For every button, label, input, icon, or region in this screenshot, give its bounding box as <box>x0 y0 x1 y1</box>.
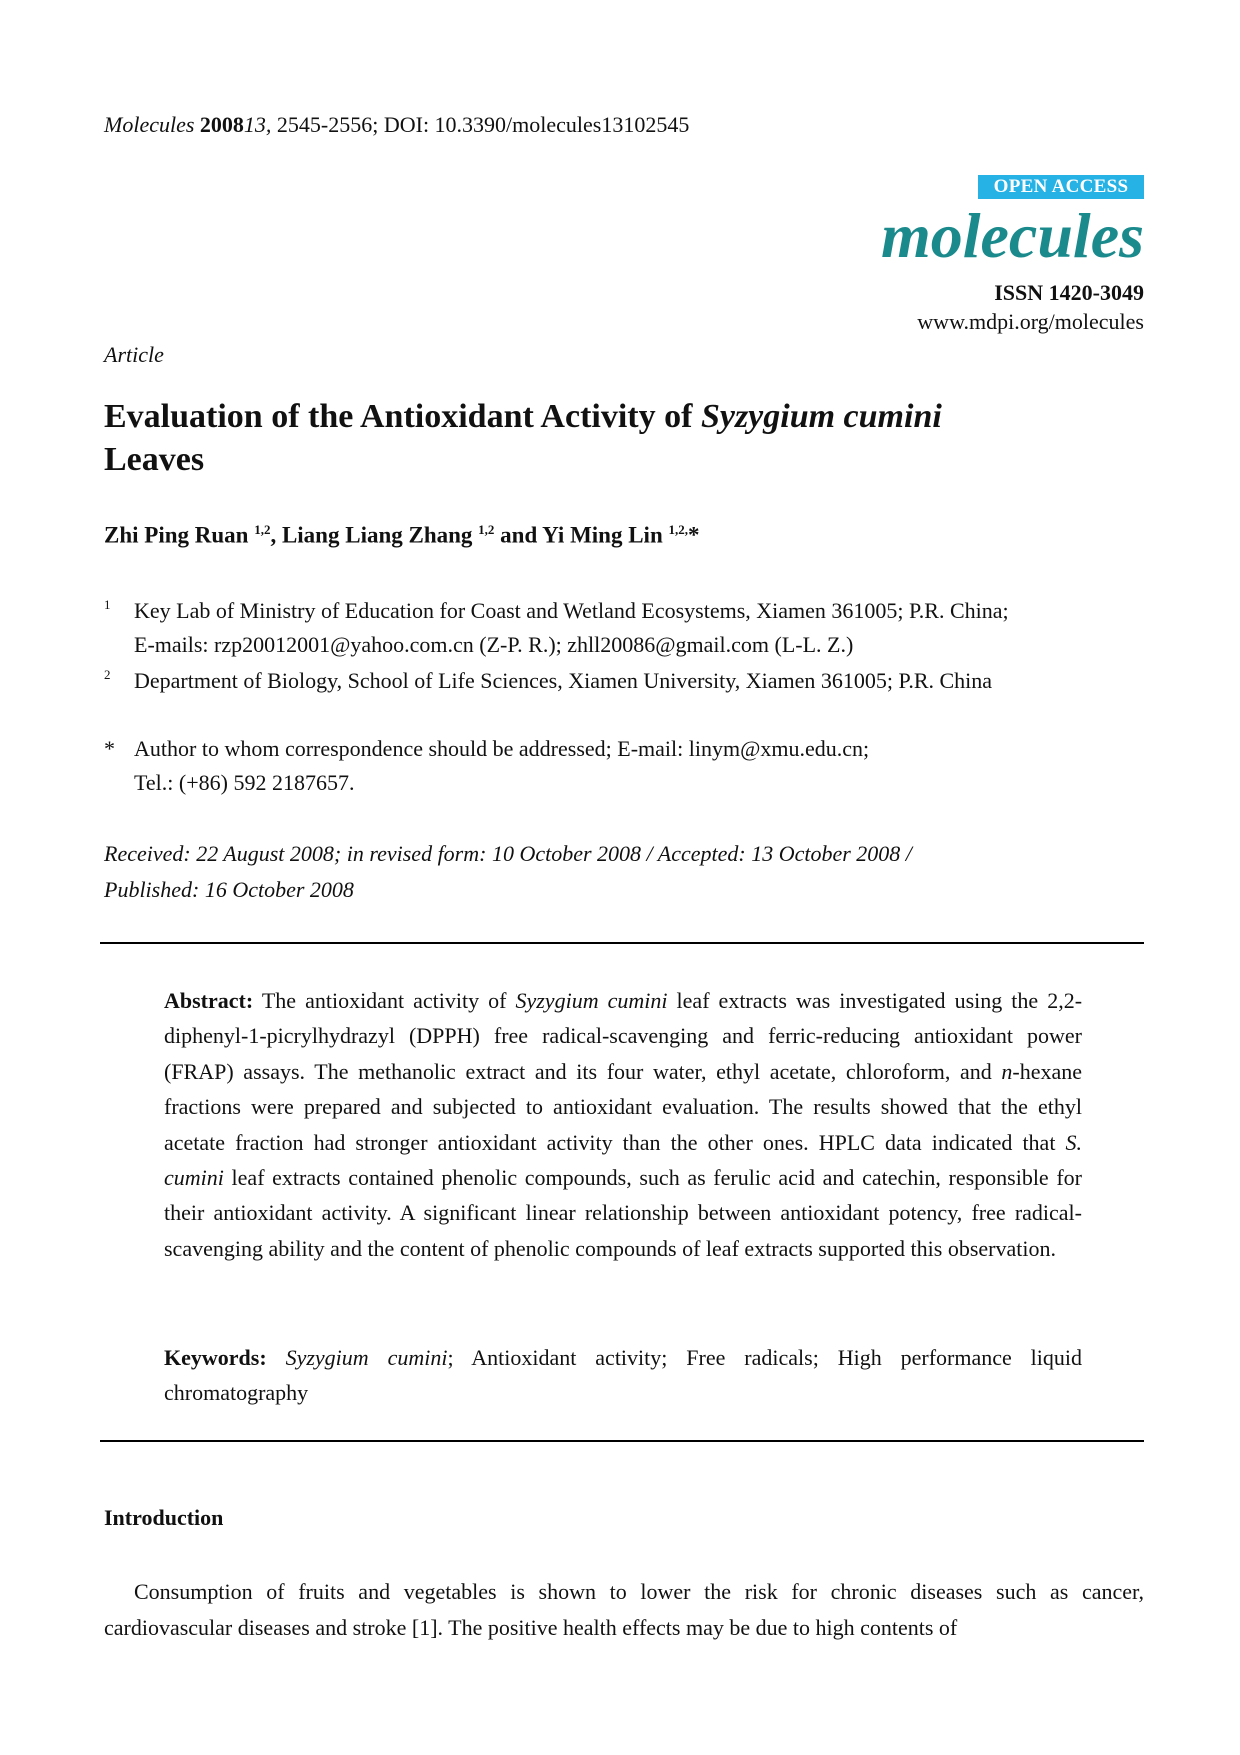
abstract-n: n <box>1001 1058 1013 1084</box>
citation-volume: 13, <box>243 112 272 137</box>
abstract <box>164 983 1082 1266</box>
keywords-species: Syzygium cumini <box>285 1345 448 1370</box>
title-part1: Evaluation of the Antioxidant Activity of <box>104 398 693 435</box>
divider-top <box>100 942 1144 944</box>
citation-journal: Molecules <box>104 112 195 137</box>
affiliation-line: Department of Biology, School of Life Sciences, Xiamen University, Xiamen 361005; P.R. China <box>134 668 993 693</box>
author-name: Zhi Ping Ruan <box>104 522 249 548</box>
keywords <box>164 1340 1082 1411</box>
issn: ISSN 1420-3049 <box>994 280 1144 305</box>
citation-pages-doi: 2545-2556; DOI: 10.3390/molecules13102545 <box>276 112 690 137</box>
affiliation-1 <box>104 594 1009 662</box>
citation-line <box>104 112 689 138</box>
abstract-text: The antioxidant activity of <box>261 988 507 1013</box>
abstract-species: S. cumini <box>164 1129 1083 1191</box>
paper-title <box>104 395 1144 481</box>
affiliation-mark: 1 <box>104 597 111 612</box>
author-affil: 1,2 <box>254 522 271 537</box>
author-sep: , <box>270 522 277 548</box>
author-name: Yi Ming Lin <box>542 522 663 548</box>
keywords-list: ; Antioxidant activity; Free radicals; High performance liquid chromatography <box>164 1345 1083 1406</box>
dates-line1: Received: 22 August 2008; in revised form: 10 October 2008 / Accepted: 13 October 2008 / <box>104 841 912 866</box>
abstract-species: Syzygium cumini <box>515 988 668 1013</box>
introduction-paragraph: Consumption of fruits and vegetables is shown to lower the risk for chronic diseases such as cancer, cardiovascular diseases and stroke [1]. The positive health effects may be due to high contents of <box>104 1579 1144 1640</box>
title-species: Syzygium cumini <box>700 398 942 435</box>
correspondence-tel: Tel.: (+86) 592 2187657. <box>134 770 355 795</box>
journal-url[interactable]: www.mdpi.org/molecules <box>917 309 1144 334</box>
abstract-text: leaf extracts contained phenolic compounds, such as ferulic acid and catechin, responsible for their antioxidant activity. A significant linear relationship between antioxidant potency, free radical-scavenging ability and the content of phenolic compounds of leaf extracts supported this observation. <box>164 1165 1082 1261</box>
affiliation-line: Key Lab of Ministry of Education for Coast and Wetland Ecosystems, Xiamen 361005; P.R. China; <box>134 598 1009 623</box>
abstract-text: -hexane fractions were prepared and subjected to antioxidant evaluation. The results showed that the ethyl acetate fraction had stronger antioxidant activity than the other ones. HPLC data indicated that <box>164 1058 1082 1155</box>
citation-year: 2008 <box>199 112 244 137</box>
dates-line2: Published: 16 October 2008 <box>104 877 354 902</box>
affiliation-mark: 2 <box>104 667 111 682</box>
title-part2: Leaves <box>104 441 205 478</box>
affiliation-2 <box>104 664 992 698</box>
publication-dates <box>104 836 1144 908</box>
correspondence-line: Author to whom correspondence should be addressed; E-mail: linym@xmu.edu.cn; <box>134 736 870 761</box>
abstract-label: Abstract: <box>164 988 254 1013</box>
abstract-text: leaf extracts was investigated using the 2,2-diphenyl-1-picrylhydrazyl (DPPH) free radical-scavenging and ferric-reducing antioxidant power (FRAP) assays. The methanolic extract and its four water, ethyl acetate, chloroform, and <box>164 988 1083 1084</box>
open-access-badge: OPEN ACCESS <box>978 175 1144 199</box>
article-type: Article <box>104 342 164 367</box>
author-list <box>104 522 699 549</box>
divider-bottom <box>100 1440 1144 1442</box>
corresponding-mark: * <box>687 522 700 548</box>
correspondence-mark: * <box>104 736 115 761</box>
section-heading-introduction: Introduction <box>104 1505 224 1530</box>
author-name: Liang Liang Zhang <box>281 522 473 548</box>
correspondence <box>104 732 869 800</box>
keywords-label: Keywords: <box>164 1345 267 1370</box>
author-sep: and <box>500 522 538 548</box>
affiliation-emails: E-mails: rzp20012001@yahoo.com.cn (Z-P. R.); zhll20086@gmail.com (L-L. Z.) <box>134 632 854 657</box>
author-affil: 1,2, <box>668 522 688 537</box>
journal-logo: molecules <box>880 200 1144 271</box>
author-affil: 1,2 <box>478 522 495 537</box>
